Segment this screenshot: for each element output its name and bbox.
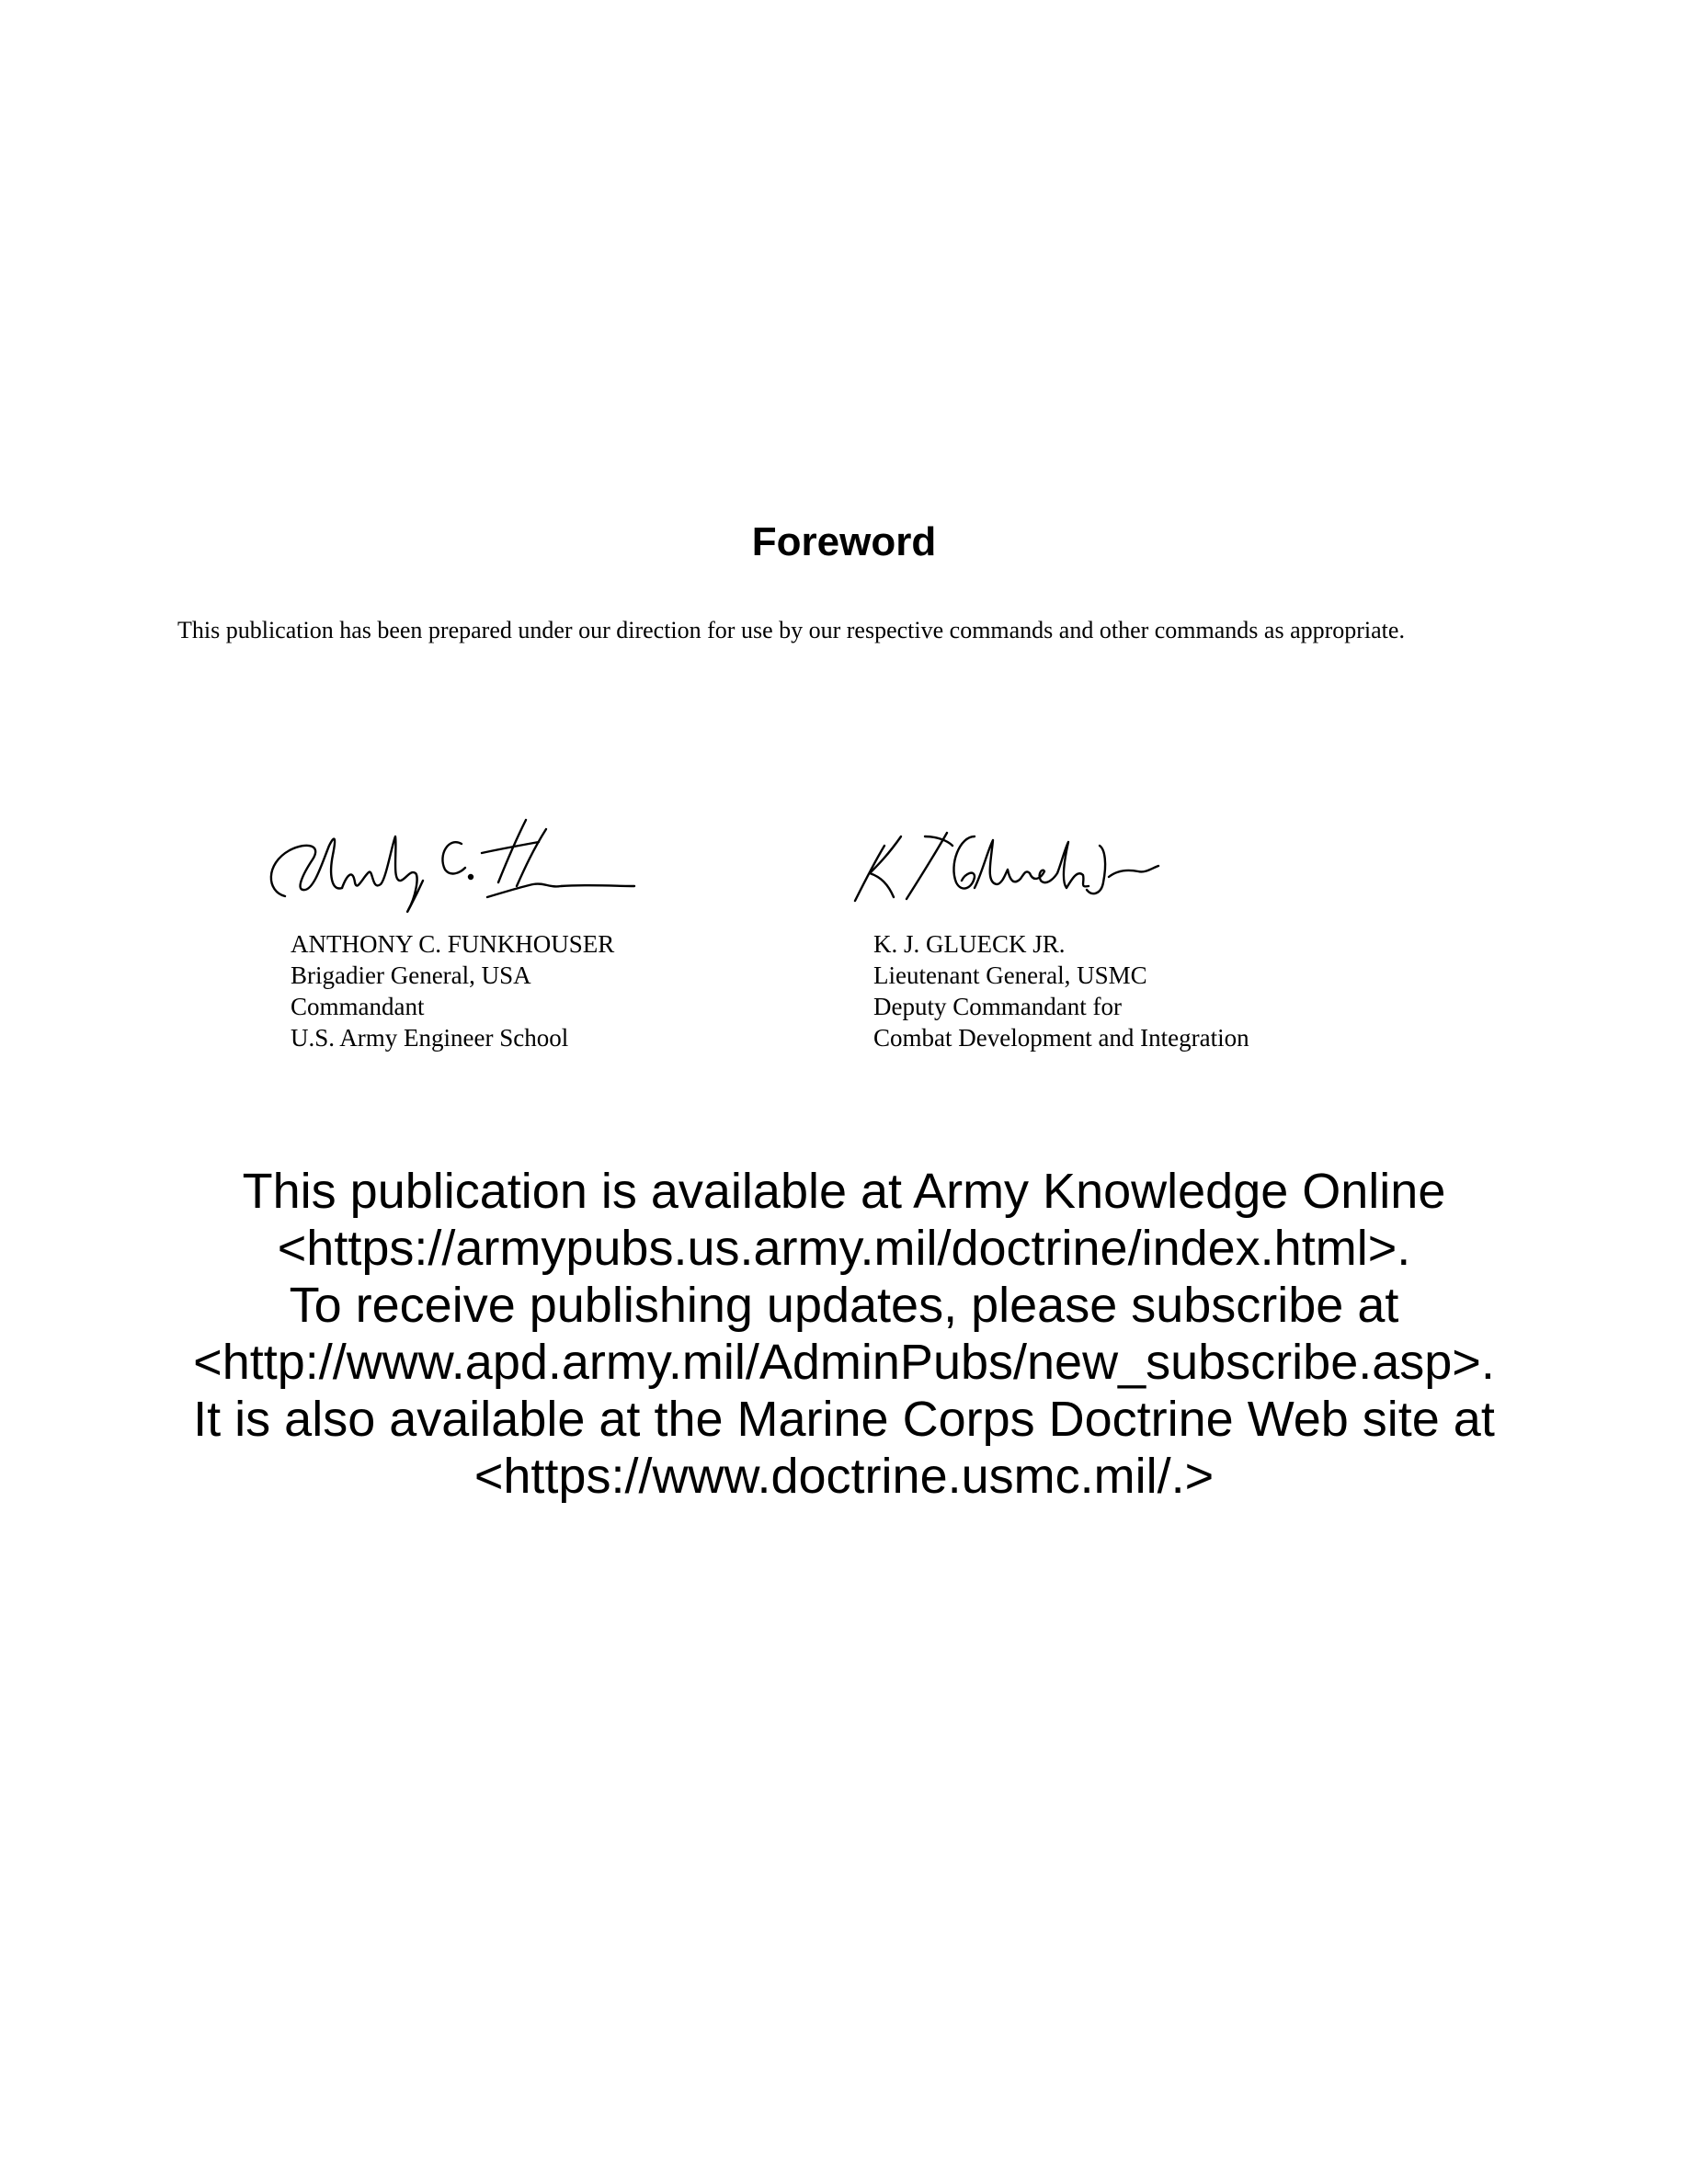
availability-line: This publication is available at Army Knowledge Online [242,1164,1446,1219]
availability-link-usmc: <https://www.doctrine.usmc.mil/.> [473,1449,1215,1504]
signatory-organization: Combat Development and Integration [873,1024,1249,1052]
availability-notice [0,1163,1688,1505]
signatory-organization: U.S. Army Engineer School [291,1024,569,1052]
availability-link-armypubs: <https://armypubs.us.army.mil/doctrine/index.html>. [277,1221,1411,1276]
signatory-rank: Lieutenant General, USMC [873,961,1147,989]
signatory-name: ANTHONY C. FUNKHOUSER [291,930,615,958]
signature-funkhouser-image [257,809,644,919]
signature-block-left [291,928,614,1053]
signatory-name: K. J. GLUECK JR. [873,930,1066,958]
availability-line: It is also available at the Marine Corps Doctrine Web site at [193,1392,1495,1447]
signature-funkhouser [257,809,644,919]
availability-link-subscribe: <http://www.apd.army.mil/AdminPubs/new_subscribe.asp>. [193,1335,1495,1390]
signatory-rank: Brigadier General, USA [291,961,531,989]
signature-block-right [873,928,1249,1053]
page-title: Foreword [751,519,937,564]
foreword-intro: This publication has been prepared under our direction for use by our respective commands and other commands as appropriate. [177,617,1405,643]
signature-glueck-image [837,809,1223,919]
availability-line: To receive publishing updates, please subscribe at [289,1278,1399,1333]
signature-glueck [837,809,1223,919]
signatory-position: Commandant [291,993,425,1020]
signatory-position: Deputy Commandant for [873,993,1122,1020]
